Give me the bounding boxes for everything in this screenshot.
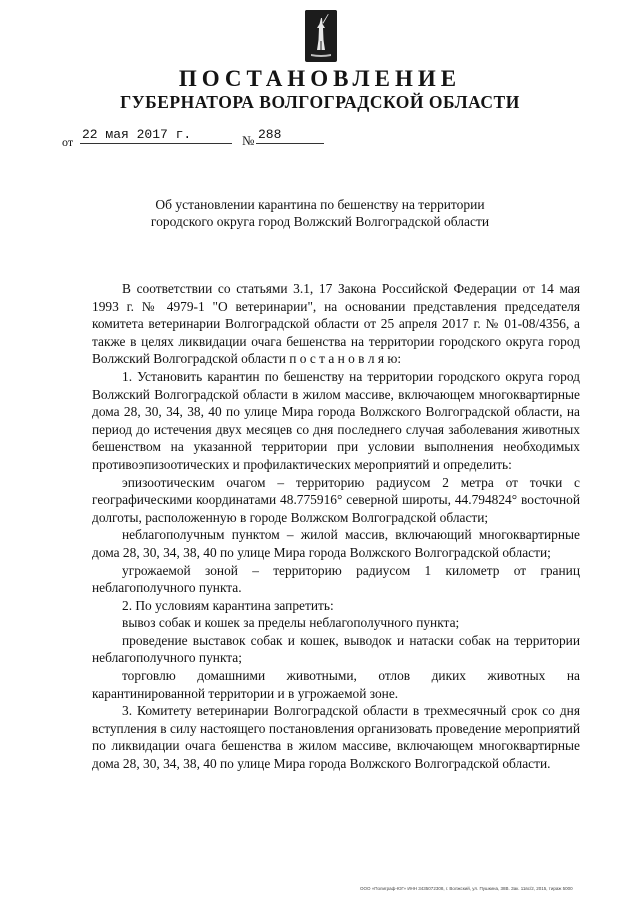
subject-line: Об установлении карантина по бешенству на территории	[155, 197, 485, 212]
number-label: №	[242, 133, 255, 148]
clause-1-paragraph: 1. Установить карантин по бешенству на территории городского округа город Волжский Волгоградской области в жилом массиве, включающем многоквартирные дома 28, 30, 34, 38, 40 по улице Мира города Волжского Волгоградской области, на период до истечения двух месяцев со дня последнего случая заболевания животных бешенством на указанной территории при условии выполнения необходимых противоэпизоотических и профилактических мероприятий и определить:	[92, 368, 580, 472]
document-subject	[0, 196, 640, 230]
issuer-title: ГУБЕРНАТОРА ВОЛГОГРАДСКОЙ ОБЛАСТИ	[120, 92, 520, 112]
prohibition-paragraph: вывоз собак и кошек за пределы неблагополучного пункта;	[122, 615, 460, 631]
epizootic-focus-paragraph: эпизоотическим очагом – территорию радиусом 2 метра от точки с географическими координатами 48.775916° северной широты, 44.794824° восточной долготы, расположенную в городе Волжском Волгоградской области;	[92, 474, 580, 525]
prohibition-paragraph: проведение выставок собак и кошек, выводок и натаски собак на территории неблагополучного пункта;	[92, 632, 580, 666]
printer-imprint: ООО «Полиграф-ЮГ» ИНН 3435072308, г. Волжский, ул. Пушкина, 38В. Зак. 11вс/2, 2015, тираж 5000	[360, 886, 573, 891]
subject-line: городского округа город Волжский Волгоградской области	[150, 214, 490, 229]
document-body	[92, 280, 580, 773]
date-label: от	[62, 135, 74, 149]
date-value: 22 мая 2017 г.	[80, 127, 232, 144]
preamble-paragraph: В соответствии со статьями 3.1, 17 Закона Российской Федерации от 14 мая 1993 г. № 4979-1 "О ветеринарии", на основании представления председателя комитета ветеринарии Волгоградской области от 25 апреля 2017 г. № 01-08/4356, а также в целях ликвидации очага бешенства на территории городского округа город Волжский Волгоградской области п о с т а н о в л я ю:	[92, 281, 580, 367]
unfavorable-point-paragraph: неблагополучным пунктом – жилой массив, включающий многоквартирные дома 28, 30, 34, 38, 40 по улице Мира города Волжского Волгоградской области;	[92, 527, 580, 560]
number-value: 288	[256, 127, 324, 144]
clause-3-paragraph: 3. Комитету ветеринарии Волгоградской области в трехмесячный срок со дня вступления в силу настоящего постановления организовать проведение мероприятий по ликвидации очага бешенства в жилом массиве, включающем многоквартирные дома 28, 30, 34, 38, 40 по улице Мира города Волжского Волгоградской области.	[92, 703, 580, 772]
threatened-zone-paragraph: угрожаемой зоной – территорию радиусом 1 километр от границ неблагополучного пункта.	[92, 562, 580, 596]
document-type-title: ПОСТАНОВЛЕНИЕ	[178, 66, 462, 91]
prohibition-paragraph: торговлю домашними животными, отлов диких животных на карантинированной территории и в угрожаемой зоне.	[92, 668, 580, 701]
clause-2-paragraph: 2. По условиям карантина запретить:	[122, 597, 334, 613]
coat-of-arms-icon	[305, 10, 337, 62]
